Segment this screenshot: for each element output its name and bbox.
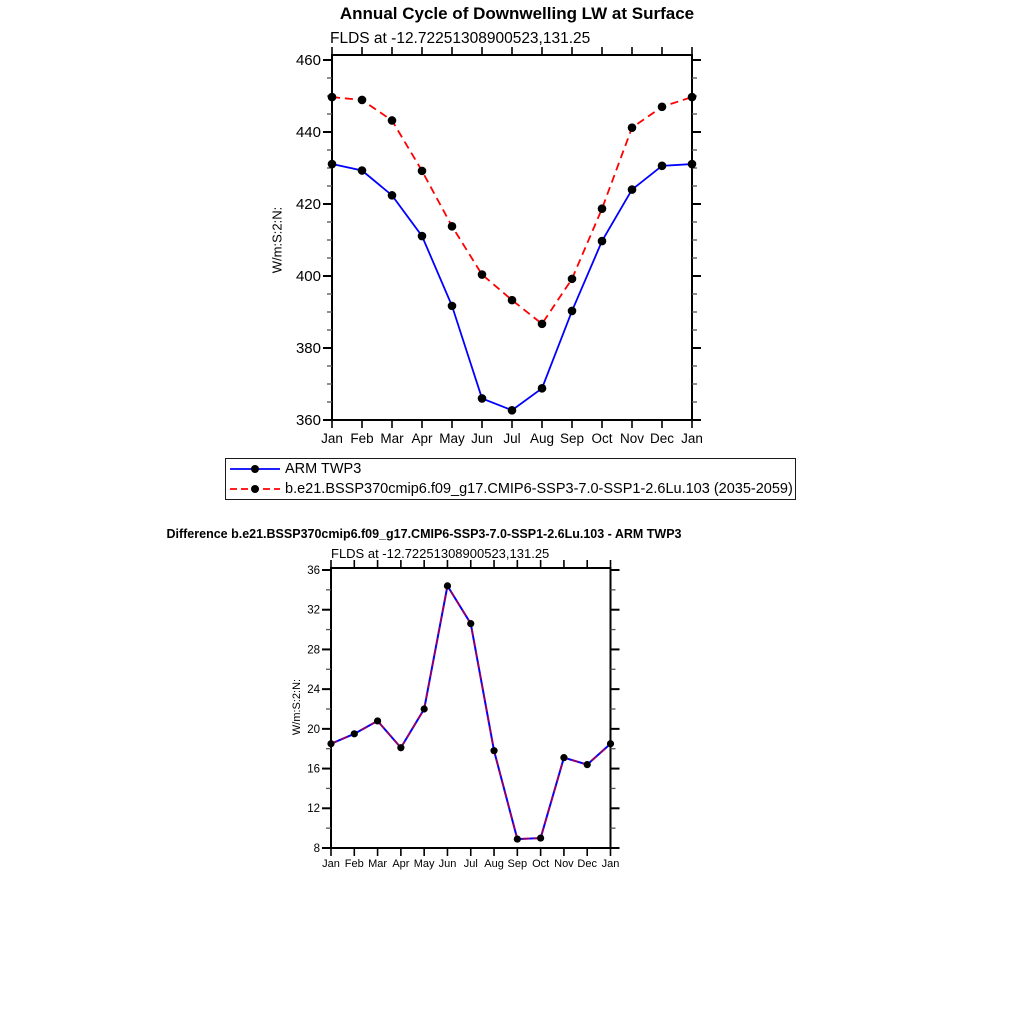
- x-tick-label: Jun: [471, 431, 493, 446]
- data-point-marker: [467, 620, 474, 627]
- data-point-marker: [448, 222, 457, 231]
- x-tick-label: Dec: [649, 431, 675, 446]
- data-point-marker: [688, 93, 697, 102]
- x-tick-label: Nov: [619, 431, 645, 446]
- data-point-marker: [418, 232, 427, 241]
- legend-sample-marker: [251, 465, 259, 473]
- x-tick-label: Apr: [392, 858, 410, 870]
- x-tick-label: Jan: [321, 431, 343, 446]
- y-tick-label: 8: [313, 842, 320, 855]
- y-tick-label: 420: [295, 196, 321, 214]
- y-tick-label: 32: [307, 604, 320, 617]
- data-point-marker: [598, 204, 607, 213]
- x-tick-label: Jan: [681, 431, 703, 446]
- x-tick-label: Nov: [554, 858, 574, 870]
- data-point-marker: [628, 185, 637, 194]
- data-point-marker: [478, 394, 487, 403]
- data-point-marker: [538, 320, 547, 329]
- legend-line-sample-obs: [229, 463, 281, 475]
- data-point-marker: [538, 384, 547, 393]
- data-point-marker: [448, 302, 457, 311]
- chart-top: [296, 47, 703, 446]
- y-tick-label: 36: [307, 564, 320, 577]
- data-point-marker: [607, 740, 614, 747]
- x-tick-label: Jan: [601, 858, 620, 870]
- y-tick-label: 440: [295, 124, 321, 142]
- x-tick-label: Oct: [532, 858, 550, 870]
- bottom-chart-title: Difference b.e21.BSSP370cmip6.f09_g17.CMIP6-SSP3-7.0-SSP1-2.6Lu.103 - ARM TWP3: [166, 527, 682, 541]
- x-tick-label: Feb: [344, 858, 364, 870]
- plot-frame: [332, 55, 692, 420]
- data-point-marker: [688, 160, 697, 169]
- data-point-marker: [358, 166, 367, 175]
- y-tick-label: 16: [307, 763, 320, 776]
- x-tick-label: Dec: [577, 858, 597, 870]
- legend: [225, 458, 796, 500]
- legend-row-obs: [229, 459, 795, 479]
- series-line: [332, 97, 692, 324]
- data-point-marker: [537, 834, 544, 841]
- x-tick-label: Oct: [591, 431, 613, 446]
- data-point-marker: [658, 162, 667, 171]
- top-chart-title: Annual Cycle of Downwelling LW at Surface: [339, 4, 695, 23]
- legend-sample-marker: [251, 485, 259, 493]
- data-point-marker: [328, 160, 337, 169]
- y-tick-label: 380: [295, 340, 321, 358]
- data-point-marker: [374, 717, 381, 724]
- x-tick-label: May: [413, 858, 435, 870]
- data-point-marker: [327, 740, 334, 747]
- x-tick-label: Aug: [484, 858, 504, 870]
- legend-row-model: [229, 479, 795, 499]
- data-point-marker: [568, 307, 577, 316]
- x-tick-label: Sep: [559, 431, 585, 446]
- data-point-marker: [560, 754, 567, 761]
- plot-frame: [331, 568, 611, 848]
- x-tick-label: Mar: [368, 858, 388, 870]
- x-tick-label: Jan: [322, 858, 340, 870]
- top-chart-y-axis-label: W/m:S:2:N:: [269, 206, 285, 274]
- chart-bottom: [307, 560, 619, 870]
- x-tick-label: May: [439, 431, 465, 446]
- x-tick-label: Feb: [350, 431, 374, 446]
- x-tick-label: Aug: [529, 431, 555, 446]
- y-tick-label: 24: [307, 684, 320, 697]
- data-point-marker: [328, 93, 337, 102]
- x-tick-label: Jun: [438, 858, 457, 870]
- data-point-marker: [568, 275, 577, 284]
- legend-label-model: b.e21.BSSP370cmip6.f09_g17.CMIP6-SSP3-7.0-SSP1-2.6Lu.103 (2035-2059): [285, 481, 793, 497]
- y-tick-label: 12: [307, 803, 320, 816]
- legend-line-sample-model: [229, 483, 281, 495]
- x-tick-label: Jul: [463, 858, 478, 870]
- data-point-marker: [598, 237, 607, 246]
- data-point-marker: [421, 705, 428, 712]
- data-point-marker: [444, 582, 451, 589]
- data-point-marker: [478, 270, 487, 279]
- y-tick-label: 460: [295, 52, 321, 70]
- y-tick-label: 20: [307, 723, 320, 736]
- data-point-marker: [388, 116, 397, 125]
- data-point-marker: [351, 730, 358, 737]
- data-point-marker: [358, 96, 367, 105]
- data-point-marker: [628, 123, 637, 132]
- data-point-marker: [490, 747, 497, 754]
- legend-label-obs: ARM TWP3: [285, 461, 362, 477]
- top-chart-subtitle: FLDS at -12.72251308900523,131.25: [330, 30, 591, 47]
- data-point-marker: [508, 406, 517, 415]
- data-point-marker: [508, 296, 517, 305]
- data-point-marker: [397, 744, 404, 751]
- data-point-marker: [418, 167, 427, 176]
- data-point-marker: [584, 761, 591, 768]
- y-tick-label: 28: [307, 644, 320, 657]
- data-point-marker: [388, 191, 397, 200]
- x-tick-label: Jul: [503, 431, 521, 446]
- x-tick-label: Mar: [380, 431, 404, 446]
- y-tick-label: 360: [295, 412, 321, 430]
- y-tick-label: 400: [295, 268, 321, 286]
- x-tick-label: Sep: [507, 858, 528, 870]
- x-tick-label: Apr: [411, 431, 433, 446]
- bottom-chart-subtitle: FLDS at -12.72251308900523,131.25: [331, 546, 550, 561]
- data-point-marker: [514, 835, 521, 842]
- bottom-chart-y-axis-label: W/m:S:2:N:: [291, 678, 303, 736]
- series-line: [332, 164, 692, 410]
- data-point-marker: [658, 103, 667, 112]
